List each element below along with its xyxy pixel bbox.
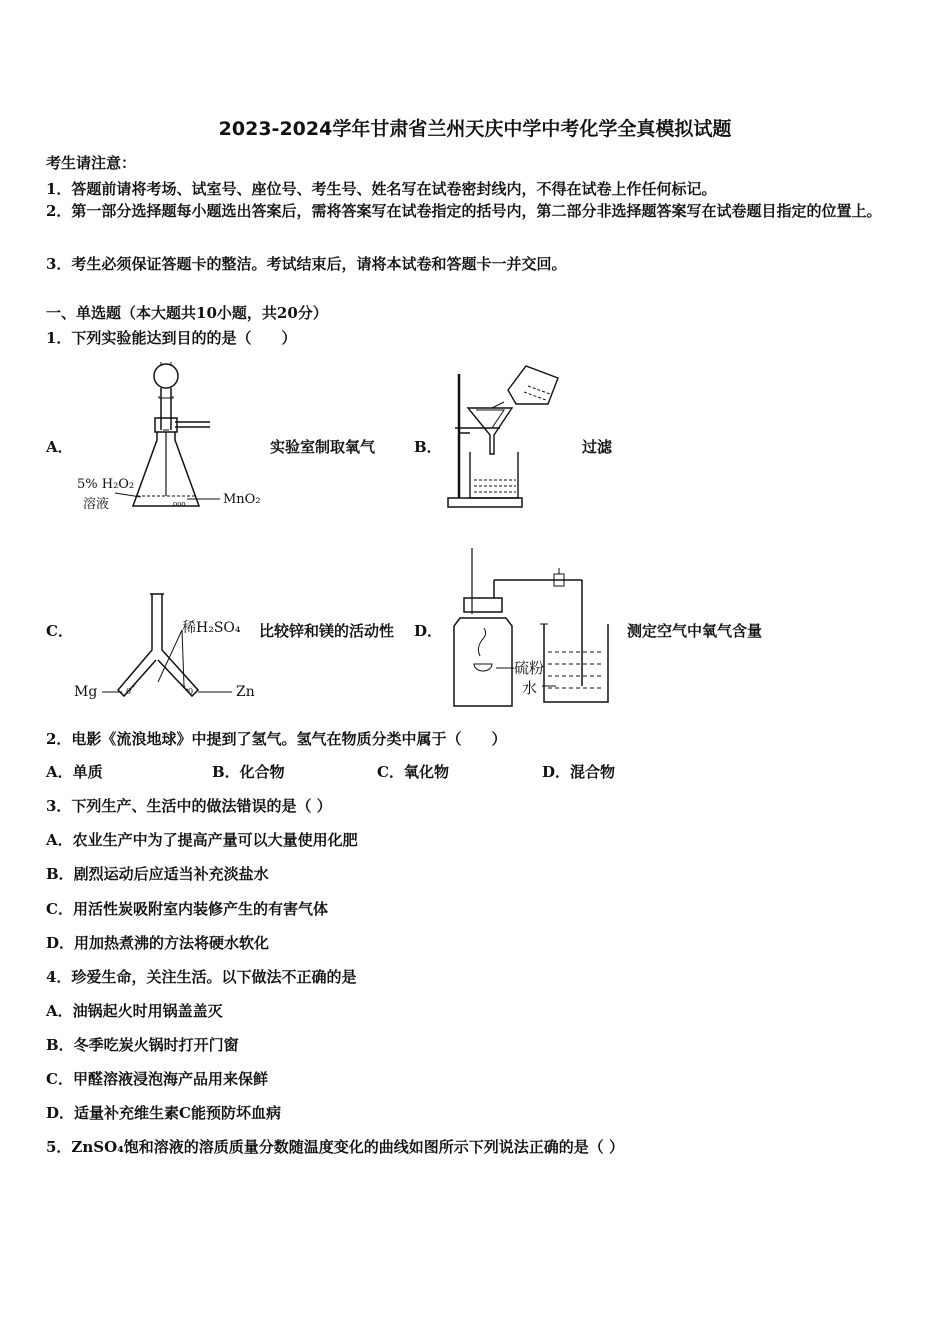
q1-c-desc: 比较锌和镁的活动性 <box>259 622 395 640</box>
q1-d-desc: 测定空气中氧气含量 <box>627 622 763 640</box>
air-oxygen-figure <box>444 544 624 710</box>
notice-item-1: 1．答题前请将考场、试室号、座位号、考生号、姓名写在试卷密封线内，不得在试卷上作任何标记。 <box>46 180 717 198</box>
svg-text:0: 0 <box>188 687 194 696</box>
q3-option-b: B．剧烈运动后应适当补充淡盐水 <box>46 865 269 883</box>
oxygen-generator-figure <box>75 356 275 516</box>
q3-option-d: D．用加热煮沸的方法将硬水软化 <box>46 934 270 952</box>
q4-option-d: D．适量补充维生素C能预防坏血病 <box>46 1104 281 1122</box>
q2-option-d: D．混合物 <box>542 763 616 781</box>
q4-option-b: B．冬季吃炭火锅时打开门窗 <box>46 1036 239 1054</box>
q3-stem: 3．下列生产、生活中的做法错误的是（ ） <box>46 797 332 815</box>
y-tube-figure <box>72 590 272 710</box>
filtration-figure <box>440 360 570 512</box>
svg-text:ooo: ooo <box>173 500 186 508</box>
q3-option-c: C．用活性炭吸附室内装修产生的有害气体 <box>46 900 328 918</box>
zn-label: Zn <box>236 684 255 700</box>
q1-stem: 1．下列实验能达到目的的是（ ） <box>46 329 297 347</box>
q1-c-letter: C． <box>46 622 73 640</box>
q1-d-letter: D． <box>414 622 443 640</box>
section-heading: 一、单选题（本大题共10小题，共20分） <box>46 304 328 322</box>
q2-option-b: B．化合物 <box>212 763 285 781</box>
q3-option-a: A．农业生产中为了提高产量可以大量使用化肥 <box>46 831 358 849</box>
acid-label: 稀H₂SO₄ <box>182 620 241 636</box>
q2-option-c: C．氧化物 <box>377 763 449 781</box>
q5-stem: 5．ZnSO₄饱和溶液的溶质质量分数随温度变化的曲线如图所示下列说法正确的是（ ） <box>46 1138 624 1156</box>
notice-item-2: 2．第一部分选择题每小题选出答案后，需将答案写在试卷指定的括号内，第二部分非选择题答案写在试卷题目指定的位置上。 <box>46 202 882 220</box>
q1-a-letter: A． <box>46 438 73 456</box>
solution-label: 溶液 <box>83 497 110 512</box>
q1-b-desc: 过滤 <box>582 438 613 456</box>
q4-option-a: A．油锅起火时用锅盖盖灭 <box>46 1002 223 1020</box>
h2o2-label: 5% H₂O₂ <box>77 477 135 492</box>
notice-heading: 考生请注意： <box>46 154 137 172</box>
notice-item-3: 3．考生必须保证答题卡的整洁。考试结束后，请将本试卷和答题卡一并交回。 <box>46 255 567 273</box>
svg-text:0: 0 <box>126 687 132 696</box>
q2-stem: 2．电影《流浪地球》中提到了氢气。氢气在物质分类中属于（ ） <box>46 730 507 748</box>
sulfur-label: 硫粉 <box>514 659 545 677</box>
mno2-label: MnO₂ <box>223 492 261 507</box>
q4-stem: 4．珍爱生命，关注生活。以下做法不正确的是 <box>46 968 357 986</box>
q2-option-a: A．单质 <box>46 763 103 781</box>
page-title: 2023-2024学年甘肃省兰州天庆中学中考化学全真模拟试题 <box>218 118 732 140</box>
q1-b-letter: B． <box>414 438 442 456</box>
water-label: 水 <box>522 679 538 697</box>
q1-a-desc: 实验室制取氧气 <box>270 438 376 456</box>
q4-option-c: C．甲醛溶液浸泡海产品用来保鲜 <box>46 1070 268 1088</box>
mg-label: Mg <box>74 684 98 700</box>
